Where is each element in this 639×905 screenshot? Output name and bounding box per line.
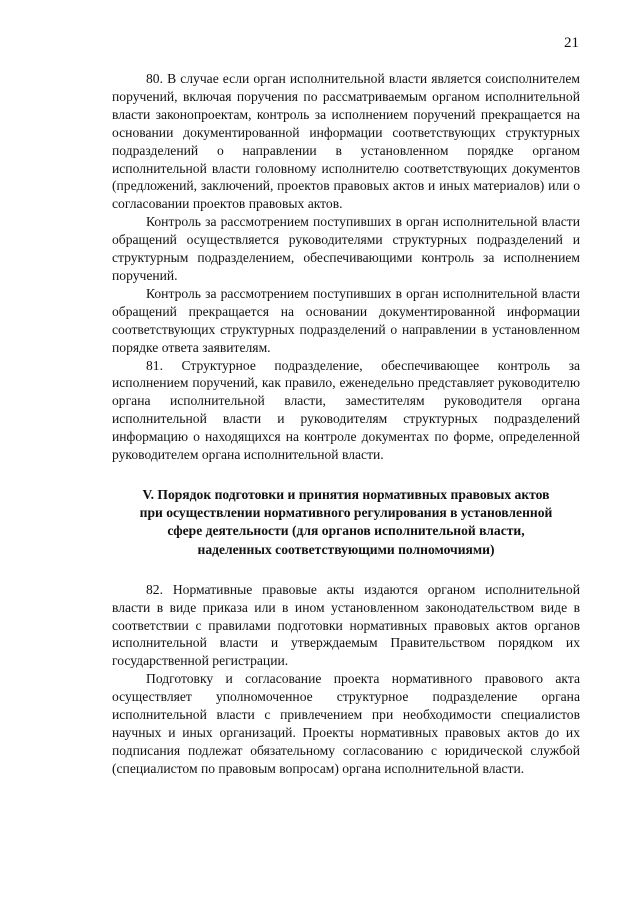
section-heading-line: при осуществлении нормативного регулирования в установленной — [139, 505, 553, 521]
paragraph-82: 82. Нормативные правовые акты издаются органом исполнительной власти в виде приказа или в ином установленном законодательством виде в соответствии с правилами подготовки нормативных правовых актов органов исполнительной власти и утверждаемым Правительством порядком их государственной регистрации. — [112, 581, 580, 669]
section-heading-line: V. Порядок подготовки и принятия нормативных правовых актов — [142, 486, 550, 502]
paragraph-draft-approval: Подготовку и согласование проекта нормативного правового акта осуществляет уполномоченное структурное подразделение органа исполнительной власти с привлечением при необходимости специалистов научных и иных организаций. Проекты нормативных правовых актов до их подписания подлежат обязательному согласованию с юридической службой (специалистом по правовым вопросам) органа исполнительной власти. — [112, 671, 580, 776]
paragraph-control-appeals-end: Контроль за рассмотрением поступивших в орган исполнительной власти обращений прекращается на основании документированной информации соответствующих структурных подразделений о направлении в установленном порядке ответа заявителям. — [112, 285, 580, 355]
page-content — [112, 70, 580, 778]
paragraph-80: 80. В случае если орган исполнительной власти является соисполнителем поручений, включая поручения по рассматриваемым органом исполнительной власти законопроектам, контроль за исполнением поручений прекращается на основании документированной информации соответствующих структурных подразделений о направлении в установленном порядке органом исполнительной власти головному исполнителю соответствующих документов (предложений, заключений, проектов правовых актов и иных материалов) или о согласовании проектов правовых актов. — [112, 71, 580, 212]
paragraph-81: 81. Структурное подразделение, обеспечивающее контроль за исполнением поручений, как правило, еженедельно представляет руководителю органа исполнительной власти, заместителям руководителя органа исполнительной власти и руководителям структурных подразделений информацию о находящихся на контроле документах по форме, определенной руководителем органа исполнительной власти. — [112, 357, 580, 463]
section-heading-line: наделенных соответствующими полномочиями) — [197, 541, 495, 557]
section-heading — [112, 486, 580, 559]
page-number: 21 — [564, 35, 579, 51]
paragraph-control-appeals: Контроль за рассмотрением поступивших в орган исполнительной власти обращений осуществляется руководителями структурных подразделений и структурным подразделением, обеспечивающими контроль за исполнением поручений. — [112, 214, 580, 283]
section-heading-line: сфере деятельности (для органов исполнительной власти, — [167, 523, 525, 539]
